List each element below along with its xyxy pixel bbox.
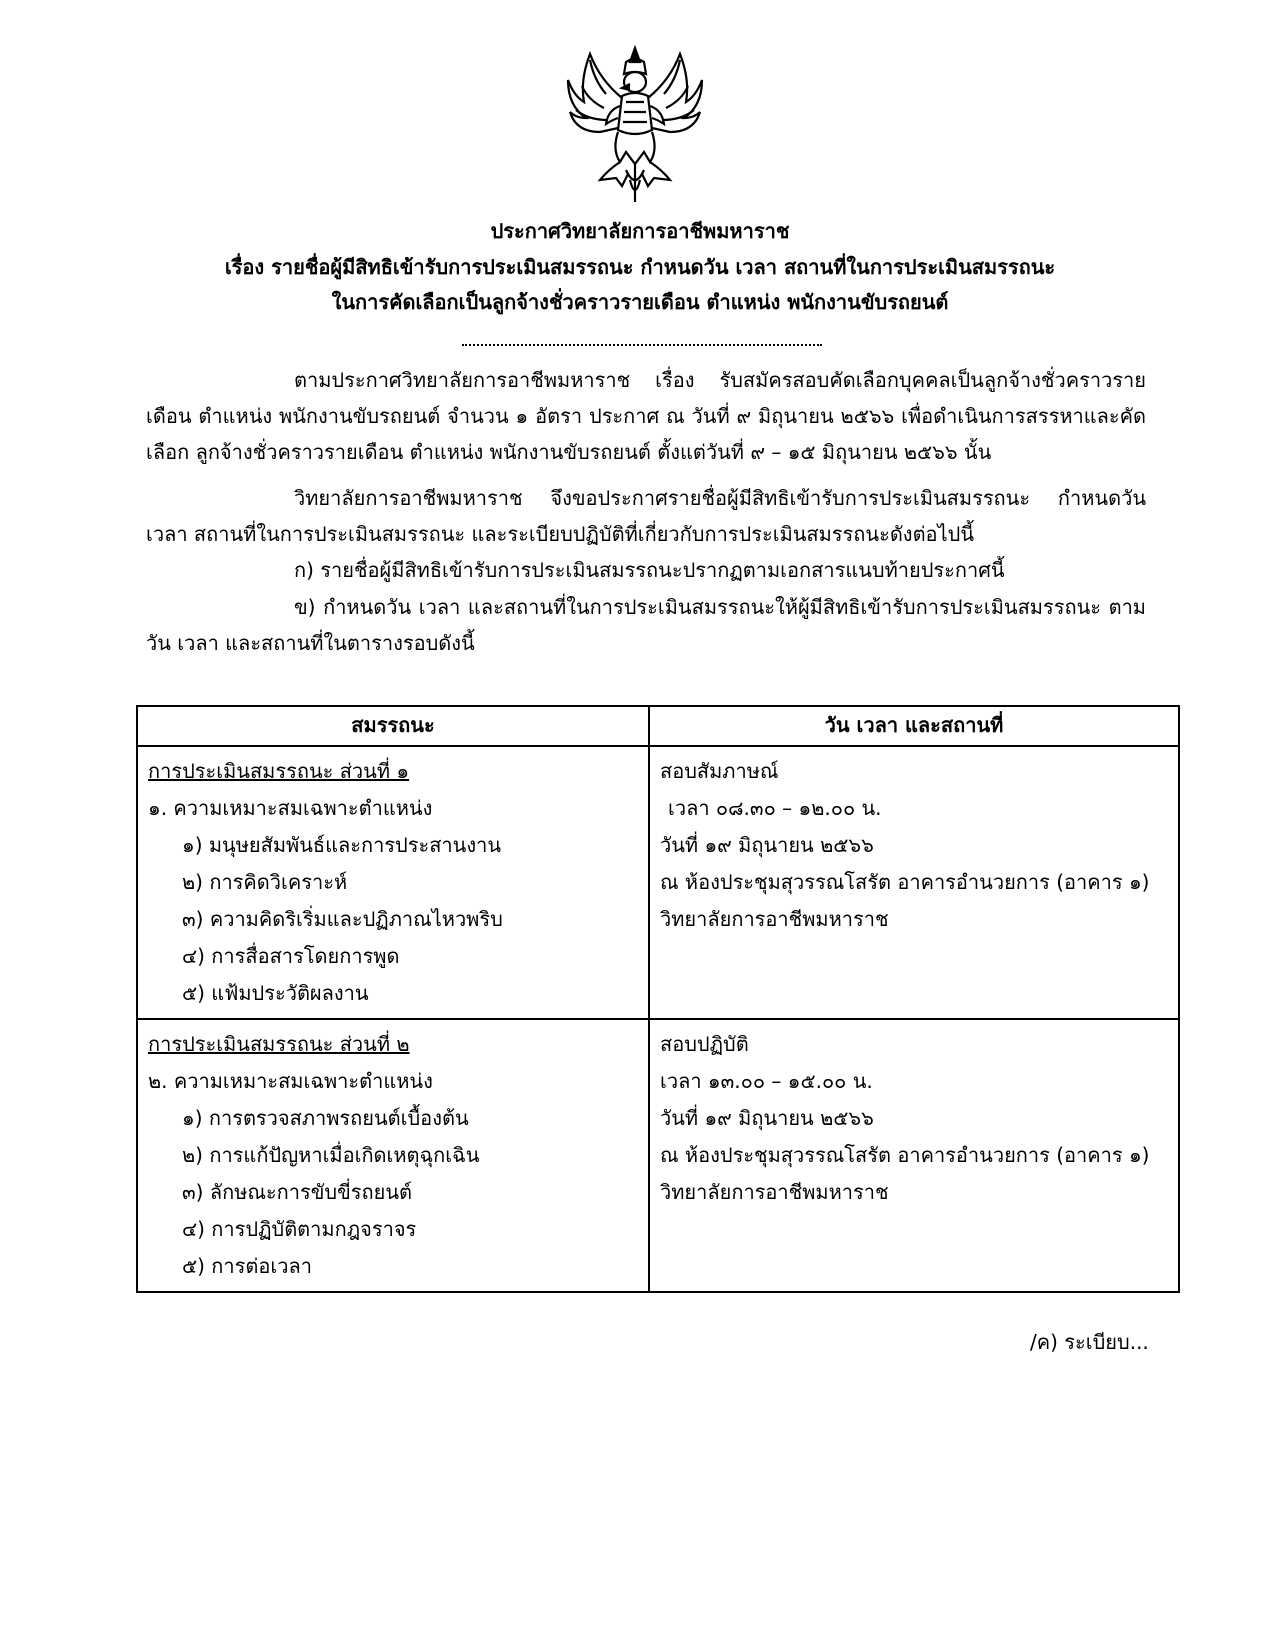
paragraph-2-text: วิทยาลัยการอาชีพมหาราช จึงขอประกาศรายชื่อผู้มีสิทธิเข้ารับการประเมินสมรรถนะ กำหนดวัน เวลา สถานที่ในการประเมินสมรรถนะ และระเบียบปฏิบัติที่เกี่ยวกับการประเมินสมรรถนะดังต่อไปนี้ [146,486,1146,546]
sub-item: ๑) มนุษยสัมพันธ์และการประสานงาน [182,833,501,857]
sub-item: ๔) การปฏิบัติตามกฎจราจร [182,1217,417,1241]
table-row [137,746,1179,1019]
item-a [146,552,1146,588]
announcement-subject-line-2: ในการคัดเลือกเป็นลูกจ้างชั่วคราวรายเดือน ตำแหน่ง พนักงานขับรถยนต์ [331,290,949,314]
exam-type: สอบปฏิบัติ [660,1032,749,1056]
exam-place: ณ ห้องประชุมสุวรรณโสรัต อาคารอำนวยการ (อาคาร ๑) [660,1143,1150,1167]
exam-date: วันที่ ๑๙ มิถุนายน ๒๕๖๖ [660,833,874,857]
announcement-subject-line-1: เรื่อง รายชื่อผู้มีสิทธิเข้ารับการประเมินสมรรถนะ กำหนดวัน เวลา สถานที่ในการประเมินสมรรถนะ [224,255,1056,279]
item-a-text: ก) รายชื่อผู้มีสิทธิเข้ารับการประเมินสมรรถนะปรากฏตามเอกสารแนบท้ายประกาศนี้ [294,558,1005,582]
schedule-cell-part-2 [649,1019,1179,1292]
competency-cell-part-1 [137,746,649,1019]
header-date-time-place: วัน เวลา และสถานที่ [649,706,1179,746]
sub-item: ๒) การแก้ปัญหาเมื่อเกิดเหตุฉุกเฉิน [182,1143,480,1167]
sub-item: ๕) การต่อเวลา [182,1254,312,1278]
sub-item: ๓) ลักษณะการขับขี่รถยนต์ [182,1180,413,1204]
exam-time: เวลา ๑๓.๐๐ – ๑๕.๐๐ น. [660,1069,873,1093]
exam-place: ณ ห้องประชุมสุวรรณโสรัต อาคารอำนวยการ (อาคาร ๑) [660,870,1150,894]
exam-date: วันที่ ๑๙ มิถุนายน ๒๕๖๖ [660,1106,874,1130]
sub-item: ๔) การสื่อสารโดยการพูด [182,944,400,968]
competency-cell-part-2 [137,1019,649,1292]
part-title: การประเมินสมรรถนะ ส่วนที่ ๑ [148,759,410,783]
paragraph-2 [146,480,1146,552]
exam-institution: วิทยาลัยการอาชีพมหาราช [660,907,889,931]
header-competency: สมรรถนะ [137,706,649,746]
paragraph-1 [146,362,1146,470]
continuation-note: /ค) ระเบียบ... [1030,1330,1149,1354]
garuda-emblem-icon [560,40,710,210]
dotted-divider [462,344,822,346]
main-item: ๒. ความเหมาะสมเฉพาะตำแหน่ง [148,1069,433,1093]
paragraph-1-text: ตามประกาศวิทยาลัยการอาชีพมหาราช เรื่อง รับสมัครสอบคัดเลือกบุคคลเป็นลูกจ้างชั่วคราวรายเดือน ตำแหน่ง พนักงานขับรถยนต์ จำนวน ๑ อัตรา ประกาศ ณ วันที่ ๙ มิถุนายน ๒๕๖๖ เพื่อดำเนินการสรรหาและคัดเลือก ลูกจ้างชั่วคราวรายเดือน ตำแหน่ง พนักงานขับรถยนต์ ตั้งแต่วันที่ ๙ – ๑๕ มิถุนายน ๒๕๖๖ นั้น [146,368,1146,464]
exam-type: สอบสัมภาษณ์ [660,759,779,783]
sub-item: ๒) การคิดวิเคราะห์ [182,870,348,894]
sub-item: ๓) ความคิดริเริ่มและปฏิภาณไหวพริบ [182,907,503,931]
item-b [146,589,1146,661]
main-item: ๑. ความเหมาะสมเฉพาะตำแหน่ง [148,796,433,820]
schedule-cell-part-1 [649,746,1179,1019]
announcement-title: ประกาศวิทยาลัยการอาชีพมหาราช [490,219,790,243]
assessment-schedule-table [136,705,1180,1293]
sub-item: ๑) การตรวจสภาพรถยนต์เบื้องต้น [182,1106,469,1130]
exam-time: เวลา ๐๘.๓๐ – ๑๒.๐๐ น. [668,796,882,820]
table-header-row [137,706,1179,746]
item-b-text: ข) กำหนดวัน เวลา และสถานที่ในการประเมินสมรรถนะให้ผู้มีสิทธิเข้ารับการประเมินสมรรถนะ ตามวัน เวลา และสถานที่ในตารางรอบดังนี้ [146,595,1146,655]
exam-institution: วิทยาลัยการอาชีพมหาราช [660,1180,889,1204]
table-row [137,1019,1179,1292]
sub-item: ๕) แฟ้มประวัติผลงาน [182,981,369,1005]
part-title: การประเมินสมรรถนะ ส่วนที่ ๒ [148,1032,410,1056]
